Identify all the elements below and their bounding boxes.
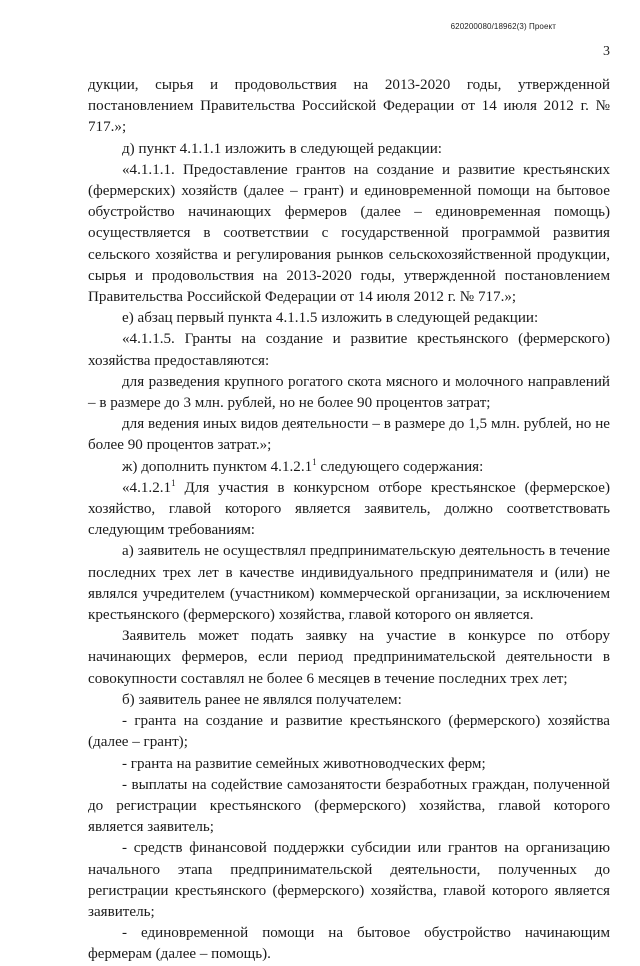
paragraph: «4.1.1.5. Гранты на создание и развитие крестьянского (фермерского) хозяйства предоставляются:	[88, 331, 610, 369]
document-id: 620200080/18962(3) Проект	[450, 22, 556, 31]
paragraph: дукции, сырья и продовольствия на 2013-2020 годы, утвержденной постановлением Правительства Российской Федерации от 14 июля 2012 г. № 717.»;	[88, 77, 610, 136]
paragraph: а) заявитель не осуществлял предпринимательскую деятельность в течение последних трех лет в качестве индивидуального предпринимателя и (или) не являлся учредителем (участником) коммерческой организации, за исключением крестьянского (фермерского) хозяйства, главой которого он является.	[88, 543, 610, 624]
page-number: 3	[603, 44, 610, 59]
paragraph	[88, 457, 610, 478]
paragraph: - гранта на развитие семейных животноводческих ферм;	[122, 755, 486, 772]
paragraph-text: «4.1.2.1	[122, 479, 172, 496]
paragraph: б) заявитель ранее не являлся получателем:	[122, 691, 402, 708]
paragraph: - выплаты на содействие самозанятости безработных граждан, полученной до регистрации крестьянского (фермерского) хозяйства, главой которого является заявитель;	[88, 776, 610, 836]
paragraph: д) пункт 4.1.1.1 изложить в следующей редакции:	[122, 140, 442, 157]
paragraph	[88, 478, 610, 542]
document-body	[88, 75, 610, 966]
paragraph: для ведения иных видов деятельности – в размере до 1,5 млн. рублей, но не более 90 процентов затрат.»;	[88, 416, 610, 454]
superscript: 1	[171, 477, 176, 488]
paragraph: «4.1.1.1. Предоставление грантов на создание и развитие крестьянских (фермерских) хозяйств (далее – грант) и единовременной помощи на бытовое обустройство начинающих фермеров (далее – единовременная помощь) осуществляется в соответствии с государственной программой развития сельского хозяйства и регулирования рынков сельскохозяйственной продукции, сырья и продовольствия на 2013-2020 годы, утвержденной постановлением Правительства Российской Федерации от 14 июля 2012 г. № 717.»;	[88, 161, 610, 306]
paragraph-text: следующего содержания:	[316, 458, 484, 475]
paragraph: Заявитель может подать заявку на участие в конкурсе по отбору начинающих фермеров, если период предпринимательской деятельности в совокупности составлял не более 6 месяцев в течение последних трех лет;	[88, 628, 610, 687]
paragraph: - единовременной помощи на бытовое обустройство начинающим фермерам (далее – помощь).	[88, 925, 610, 963]
paragraph-text: ж) дополнить пунктом 4.1.2.1	[122, 458, 313, 475]
paragraph-text: Для участия в конкурсном отборе крестьянское (фермерское) хозяйство, главой которого является заявитель, должно соответствовать следующим требованиям:	[88, 479, 610, 539]
superscript: 1	[312, 456, 317, 467]
paragraph: е) абзац первый пункта 4.1.1.5 изложить в следующей редакции:	[122, 310, 539, 327]
paragraph: - гранта на создание и развитие крестьянского (фермерского) хозяйства (далее – грант);	[88, 713, 610, 751]
paragraph: - средств финансовой поддержки субсидии или грантов на организацию начального этапа предпринимательской деятельности, полученных до регистрации крестьянского (фермерского) хозяйства, главой которого является заявитель;	[88, 840, 610, 920]
paragraph: для разведения крупного рогатого скота мясного и молочного направлений – в размере до 3 млн. рублей, но не более 90 процентов затрат;	[88, 373, 610, 412]
